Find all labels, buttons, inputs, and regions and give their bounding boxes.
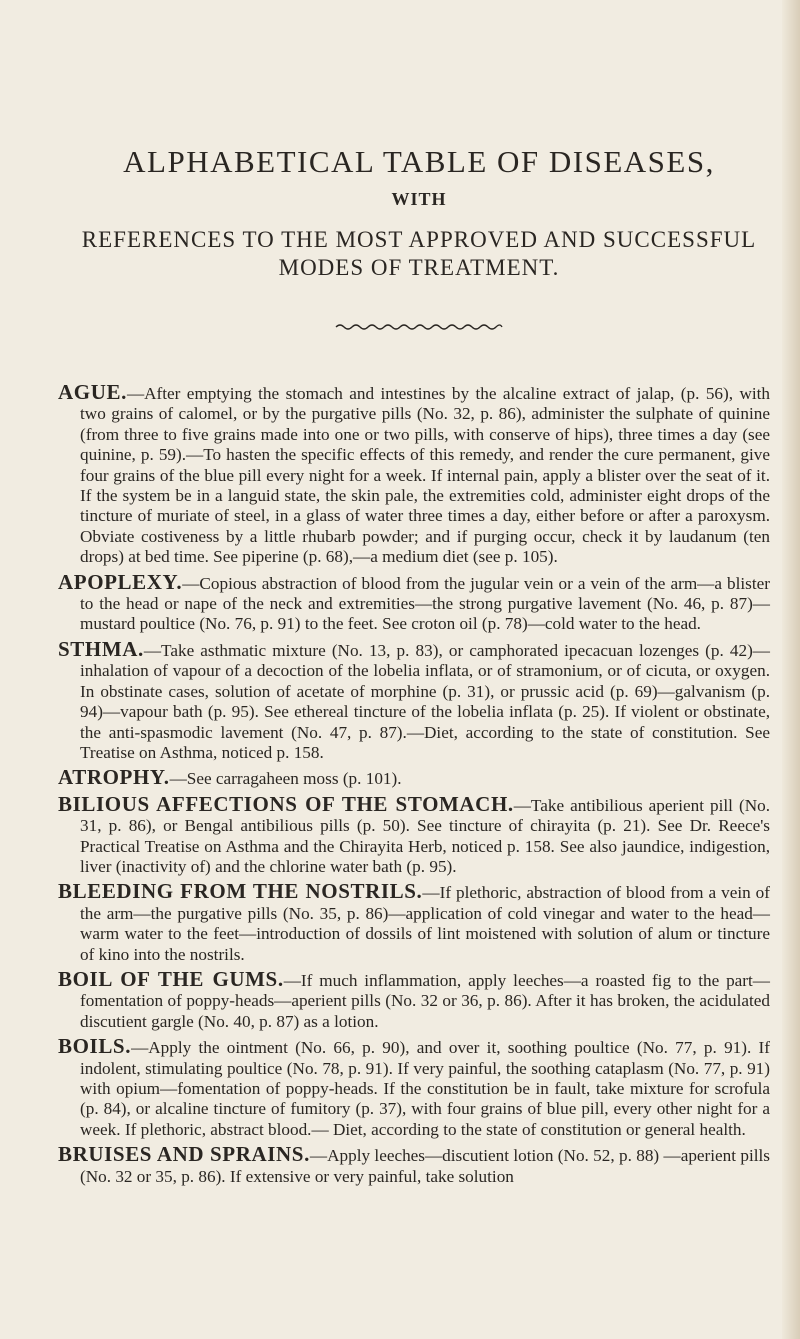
- entry-heading: BRUISES AND SPRAINS.: [58, 1142, 310, 1167]
- entry-text: —See carragaheen moss (p. 101).: [169, 769, 402, 789]
- ornamental-divider: [334, 322, 504, 332]
- entry-text: —If plethoric, abstraction of blood from a vein of the arm—the purgative pills (No. 35, p. 86)—application of cold vinegar and water to the head—warm water to the feet—introduction of dossils of lint moistened with solution of alum or tincture of kino into the nostrils.: [80, 883, 770, 964]
- entry-bilious-affections: [58, 791, 770, 878]
- entry-heading: BLEEDING FROM THE NOSTRILS.: [58, 879, 423, 904]
- entry-text: —Apply the ointment (No. 66, p. 90), and over it, soothing poultice (No. 77, p. 91). If indolent, stimulating poultice (No. 78, p. 91). If very painful, the soothing cataplasm (No. 77, p. 91) with opium—fomentation of poppy-heads. If the constitution be in fault, take mixture for scrofula (p. 84), or alcaline tincture of fumitory (p. 37), with four grains of blue pill, every other night for a week. If plethoric, abstract blood.— Diet, according to the state of constitution or general health.: [80, 1038, 770, 1139]
- entry-bleeding-nostrils: [58, 881, 770, 965]
- entry-boils: [58, 1036, 770, 1140]
- entry-heading: BILIOUS AFFECTIONS OF THE STOMACH.: [58, 791, 514, 816]
- entry-asthma: [58, 636, 770, 763]
- entry-heading: STHMA.: [58, 636, 144, 661]
- entry-boil-gums: [58, 966, 770, 1032]
- entry-heading: APOPLEXY.: [58, 569, 183, 594]
- disease-entries: [58, 382, 780, 1187]
- entry-heading: ATROPHY.: [58, 765, 170, 790]
- entry-heading: BOIL OF THE GUMS.: [58, 966, 284, 991]
- entry-bruises-sprains: [58, 1144, 770, 1187]
- title-with: WITH: [391, 189, 447, 209]
- entry-text: —If much inflammation, apply leeches—a roasted fig to the part—fomentation of poppy-heads—aperient pills (No. 32 or 36, p. 86). After it has broken, the acidulated discutient gargle (No. 40, p. 87) as a lotion.: [80, 970, 770, 1031]
- page-subtitle: REFERENCES TO THE MOST APPROVED AND SUCCESSFUL MODES OF TREATMENT.: [81, 227, 757, 280]
- entry-text: —Copious abstraction of blood from the jugular vein or a vein of the arm—a blister to the head or nape of the neck and extremities—the strong purgative lavement (No. 46, p. 87)—mustard poultice (No. 76, p. 91) to the feet. See croton oil (p. 78)—cold water to the head.: [80, 573, 770, 634]
- entry-heading: BOILS.: [58, 1034, 132, 1059]
- entry-text: —Take antibilious aperient pill (No. 31, p. 86), or Bengal antibilious pills (p. 50). See tincture of chirayita (p. 21). See Dr. Reece's Practical Treatise on Asthma and the Chirayita Herb, noticed p. 158. See also jaundice, indigestion, liver (inactivity of) and the chlorine water bath (p. 95).: [80, 795, 770, 876]
- page-edge-shadow: [782, 0, 800, 1339]
- entry-heading: AGUE.: [58, 380, 127, 404]
- page-title: ALPHABETICAL TABLE OF DISEASES,: [123, 144, 715, 179]
- entry-apoplexy: [58, 569, 770, 635]
- entry-text: —Apply leeches—discutient lotion (No. 52, p. 88) —aperient pills (No. 32 or 35, p. 86). If extensive or very painful, take solution: [80, 1146, 770, 1186]
- entry-ague: [58, 382, 770, 568]
- entry-atrophy: [58, 767, 770, 789]
- entry-text: —After emptying the stomach and intestines by the alcaline extract of jalap, (p. 56), with two grains of calomel, or by the purgative pills (No. 32, p. 86), administer the sulphate of quinine (from three to five grains made into one or two pills, with conserve of hips), three times a day (see quinine, p. 59).—To hasten the specific effects of this remedy, and render the cure permanent, give four grains of the blue pill every night for a week. If internal pain, apply a blister over the seat of it. If the system be in a languid state, the skin pale, the extremities cold, administer eight drops of the tincture of muriate of steel, in a glass of water three times a day, either before or after a paroxysm. Obviate costiveness by a little rhubarb powder; and if purging occur, check it by laudanum (ten drops) at bed time. See piperine (p. 68),—a medium diet (see p. 105).: [80, 384, 770, 567]
- entry-text: —Take asthmatic mixture (No. 13, p. 83), or camphorated ipecacuan lozenges (p. 42)—inhalation of vapour of a decoction of the lobelia inflata, or of stramonium, or of cicuta, or oxygen. In obstinate cases, solution of acetate of morphine (p. 31), or prussic acid (p. 69)—galvanism (p. 94)—vapour bath (p. 95). See ethereal tincture of the lobelia inflata (p. 25). If violent or obstinate, the anti-spasmodic lavement (No. 47, p. 87).—Diet, according to the state of constitution. See Treatise on Asthma, noticed p. 158.: [80, 640, 770, 762]
